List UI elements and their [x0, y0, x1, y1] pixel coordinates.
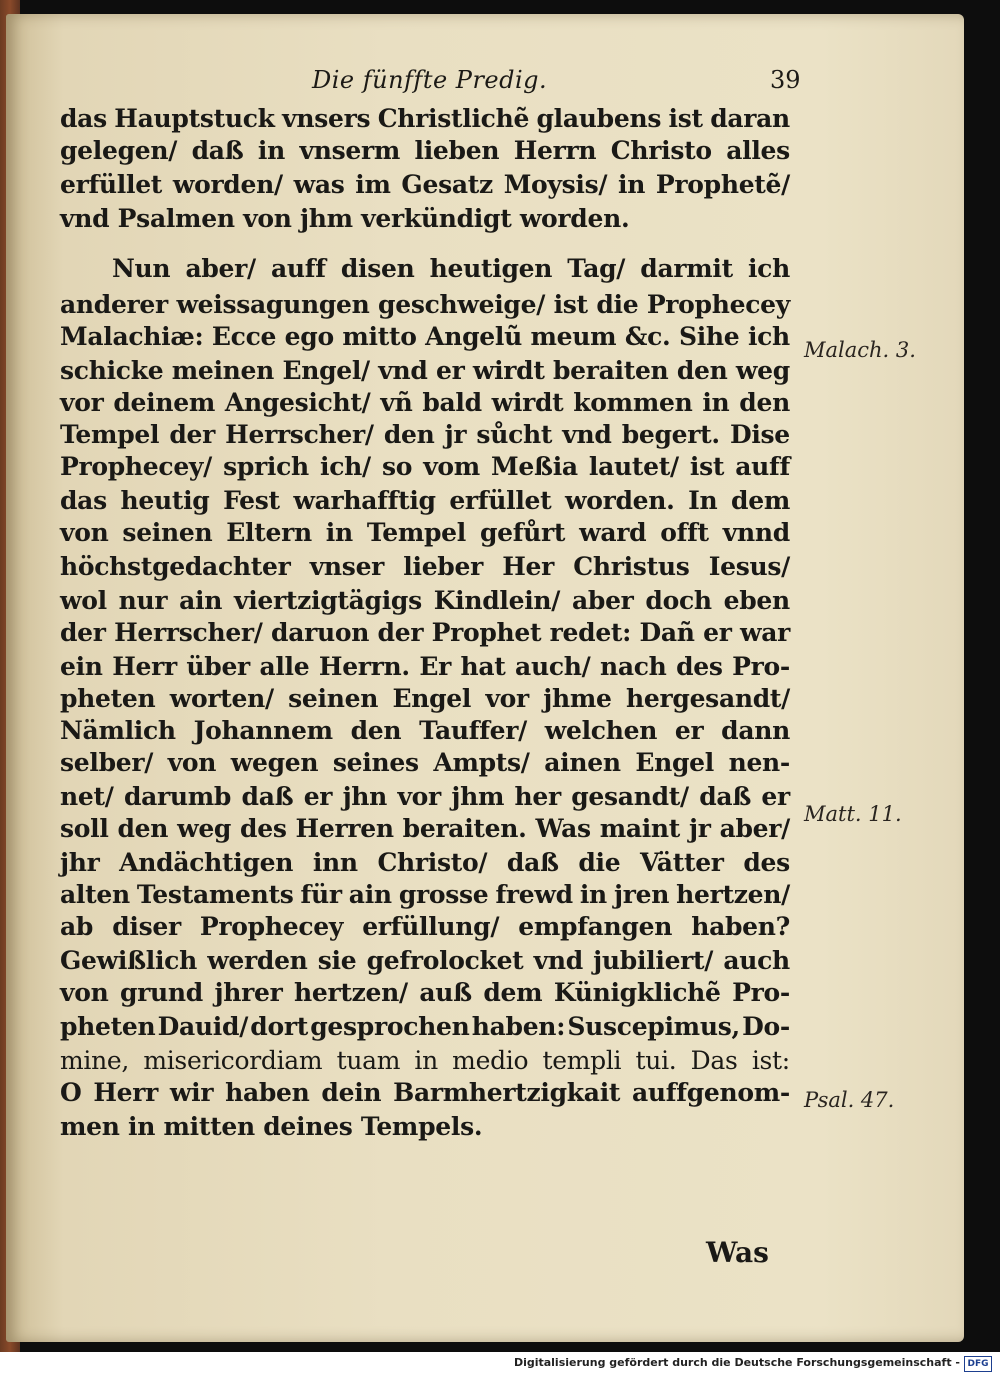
text-line: gelegen/ daß in vnserm lieben Herrn Christo alles	[60, 136, 790, 165]
text-line: Gewißlich werden sie gefrolocket vnd jubiliert/ auch	[60, 946, 790, 975]
text-line: erfüllet worden/ was im Gesatz Moysis/ in Prophetẽ/	[60, 170, 790, 199]
text-line: Nämlich Johannem den Tauffer/ welchen er dann	[60, 716, 790, 745]
catchword: Was	[706, 1236, 769, 1269]
text-line: ab diser Prophecey erfüllung/ empfangen haben?	[60, 912, 790, 941]
text-line: ein Herr über alle Herrn. Er hat auch/ nach des Pro-	[60, 652, 790, 681]
text-line: von grund jhrer hertzen/ auß dem Künigklichẽ Pro-	[60, 978, 790, 1007]
text-line: höchstgedachter vnser lieber Her Christus Iesus/	[60, 552, 790, 581]
text-line: pheten worten/ seinen Engel vor jhme hergesandt/	[60, 684, 790, 713]
text-line: Prophecey/ sprich ich/ so vom Meßia lautet/ ist auff	[60, 452, 790, 481]
text-line: Nun aber/ auff disen heutigen Tag/ darmit ich	[112, 254, 790, 283]
text-line: net/ darumb daß er jhn vor jhm her gesandt/ daß er	[60, 782, 790, 811]
text-line: soll den weg des Herren beraiten. Was maint jr aber/	[60, 814, 790, 843]
text-line: mine, misericordiam tuam in medio templi tui. Das ist:	[60, 1046, 790, 1075]
marginal-note: Malach. 3.	[804, 338, 916, 362]
text-line: das Hauptstuck vnsers Christlichẽ glaubens ist daran	[60, 104, 790, 133]
marginal-note: Matt. 11.	[804, 802, 902, 826]
text-line: jhr Andächtigen inn Christo/ daß die Vätter des	[60, 848, 790, 877]
running-title: Die fünffte Predig.	[312, 66, 548, 94]
text-line: pheten Dauid/ dort gesprochen haben: Suscepimus, Do-	[60, 1012, 790, 1041]
text-line: schicke meinen Engel/ vnd er wirdt beraiten den weg	[60, 356, 790, 385]
text-line: alten Testaments für ain grosse frewd in jren hertzen/	[60, 880, 790, 909]
text-line: das heutig Fest warhafftig erfüllet worden. In dem	[60, 486, 790, 515]
text-line: anderer weissagungen geschweige/ ist die Prophecey	[60, 290, 790, 319]
digitization-credit: Digitalisierung gefördert durch die Deutsche Forschungsgemeinschaft -	[513, 1356, 960, 1369]
text-line: wol nur ain viertzigtägigs Kindlein/ aber doch eben	[60, 586, 790, 615]
text-line: vor deinem Angesicht/ vñ bald wirdt kommen in den	[60, 388, 790, 417]
page-number: 39	[770, 66, 801, 94]
text-line: Tempel der Herrscher/ den jr sůcht vnd begert. Dise	[60, 420, 790, 449]
text-line: Malachiæ: Ecce ego mitto Angelũ meum &c. Sihe ich	[60, 322, 790, 351]
text-line: men in mitten deines Tempels.	[60, 1112, 483, 1141]
text-line: von seinen Eltern in Tempel gefůrt ward offt vnnd	[60, 518, 790, 547]
text-line: der Herrscher/ daruon der Prophet redet: Dañ er war	[60, 618, 790, 647]
dfg-logo: DFG	[964, 1356, 992, 1372]
text-line: selber/ von wegen seines Ampts/ ainen Engel nen-	[60, 748, 790, 777]
text-line: O Herr wir haben dein Barmhertzigkait auffgenom-	[60, 1078, 790, 1107]
text-line: vnd Psalmen von jhm verkündigt worden.	[60, 204, 630, 233]
marginal-note: Psal. 47.	[804, 1088, 895, 1112]
